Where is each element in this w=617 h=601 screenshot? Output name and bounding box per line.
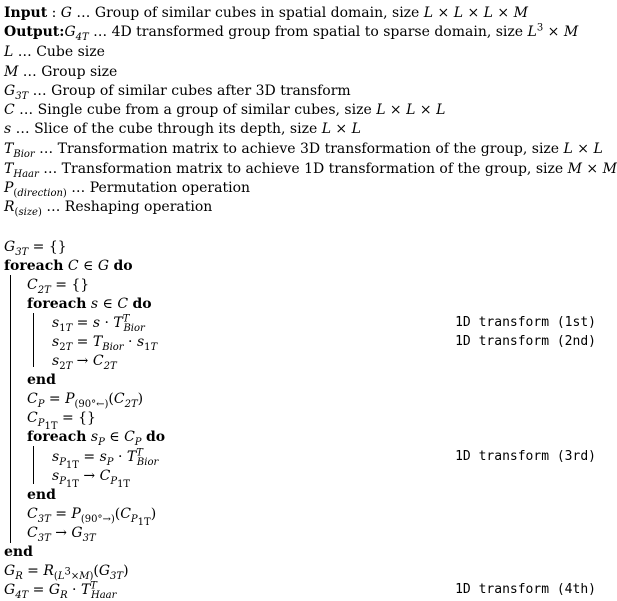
step-append-cp1t: $s_{P_{1T}} \to C_{P_{1T}}$	[52, 468, 131, 490]
comment-3rd: 1D transform (3rd)	[455, 449, 596, 464]
def-TBior: $T_{Bior}$ … Transformation matrix to achieve 3D transformation of the group, size L × L	[4, 141, 603, 160]
def-M: M … Group size	[4, 64, 118, 80]
comment-4th: 1D transform (4th)	[455, 582, 596, 597]
init-cp1t: $C_{P_{1T}}$ = {}	[27, 410, 96, 432]
inner-loop-1-bar	[33, 313, 34, 367]
outer-loop-bar	[10, 275, 11, 543]
output-line: $Output:G_{4T}$ … 4D transformed group from spatial to sparse domain, size $L^3 \times M$	[4, 22, 579, 43]
end-inner-2: end	[27, 487, 56, 503]
def-C: C … Single cube from a group of similar cubes, size L × L × L	[4, 102, 446, 118]
step-gr: $G_R = R_{(L^3\times M)}(G_{3T})$	[4, 563, 129, 582]
step-cp: $C_P = P_{(90^\circ\leftarrow)}(C_{2T})$	[27, 391, 144, 410]
step-sp1t: $s_{P_{1T}} = s_P \cdot T^T_{Bior}$ 1D transform (3rd)	[52, 447, 596, 471]
end-inner-1: end	[27, 372, 56, 388]
end-outer: end	[4, 544, 33, 560]
step-append-c2t: $s_{2T} \to C_{2T}$	[52, 353, 117, 372]
def-L: L … Cube size	[4, 44, 105, 60]
output-label: Output:	[4, 24, 65, 40]
step-g4t: $G_{4T} = G_R \cdot T^T_{Haar}$ 1D transform (4th)	[4, 580, 596, 601]
foreach-outer: foreach C ∈ G do	[4, 258, 133, 274]
step-s2t: $s_{2T} = T_{Bior} \cdot s_{1T}$ 1D transform (2nd)	[52, 334, 596, 353]
foreach-inner-2: foreach $s_P$ ∈ $C_P$ do	[27, 429, 166, 448]
step-append-g3t: $C_{3T} \to G_{3T}$	[27, 525, 96, 544]
def-R: $R_{(size)}$ … Reshaping operation	[4, 199, 213, 218]
comment-2nd: 1D transform (2nd)	[455, 334, 596, 349]
input-label: Input	[4, 5, 48, 21]
def-THaar: $T_{Haar}$ … Transformation matrix to achieve 1D transformation of the group, size M × M	[4, 161, 617, 180]
init-c2t: $C_{2T}$ = {}	[27, 277, 90, 296]
step-c3t: $C_{3T} = P_{(90^\circ\to)}(C_{P_{1T}})$	[27, 506, 157, 528]
init-g3t: $G_{3T}$ = {}	[4, 239, 67, 258]
foreach-inner-1: foreach s ∈ C do	[27, 296, 152, 312]
def-G3T: $G_{3T}$ … Group of similar cubes after 3D transform	[4, 83, 351, 102]
comment-1st: 1D transform (1st)	[455, 315, 596, 330]
input-line: Input : G … Group of similar cubes in spatial domain, size L × L × L × M	[4, 5, 528, 21]
inner-loop-2-bar	[33, 446, 34, 484]
step-s1t: $s_{1T} = s \cdot T^T_{Bior}$ 1D transform (1st)	[52, 313, 596, 334]
def-s: s … Slice of the cube through its depth, size L × L	[4, 121, 361, 137]
def-P: $P_{(direction)}$ … Permutation operation	[4, 180, 251, 199]
